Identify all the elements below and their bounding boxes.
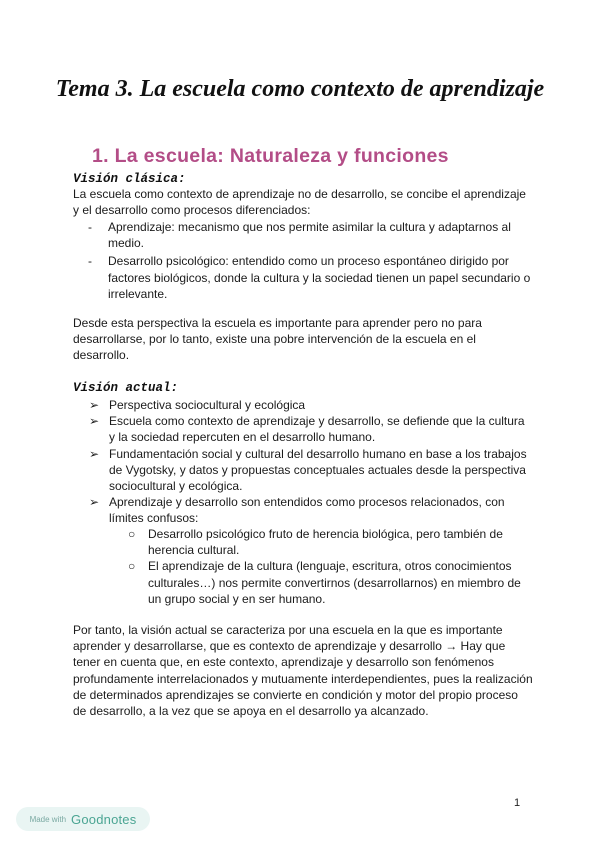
list-item-text: Fundamentación social y cultural del desarrollo humano en base a los trabajos de Vygotsky, y datos y propuestas conceptuales actuales desde la perspectiva sociocultural y ecológica. [109, 446, 527, 494]
dash-bullet-icon: - [88, 220, 92, 234]
list-item [89, 494, 529, 526]
page-number: 1 [514, 797, 521, 809]
vision-clasica-conclusion: Desde esta perspectiva la escuela es importante para aprender pero no para desarrollarse, por lo tanto, existe una pobre intervención de la escuela en el desarrollo. [73, 316, 482, 363]
list-item-text: El aprendizaje de la cultura (lenguaje, escritura, otros conocimientos culturales…) nos permite convertirnos (desarrollarnos) en miembro de un grupo social y en ser humano. [148, 559, 521, 606]
circle-bullet-icon: ○ [128, 527, 136, 541]
goodnotes-watermark [16, 807, 150, 831]
vision-actual-sublist [128, 526, 528, 607]
list-item [88, 253, 538, 302]
list-item-text: Desarrollo psicológico: entendido como un proceso espontáneo dirigido por factores biológicos, donde la cultura y la sociedad tienen un papel secundario o irrelevante. [108, 254, 531, 301]
watermark-prefix: Made with [29, 814, 67, 824]
list-item-text: Aprendizaje: mecanismo que nos permite asimilar la cultura y adaptarnos al medio. [108, 220, 511, 251]
list-item [128, 526, 528, 558]
section-title: 1. La escuela: Naturaleza y funciones [92, 145, 449, 167]
vision-clasica-intro: La escuela como contexto de aprendizaje no de desarrollo, se concibe el aprendizaje y el desarrollo como procesos diferenciados: [73, 187, 526, 218]
arrow-bullet-icon: ➢ [89, 446, 100, 461]
list-item [88, 219, 538, 251]
dash-bullet-icon: - [88, 254, 92, 269]
list-item-text: Perspectiva sociocultural y ecológica [109, 398, 306, 412]
vision-actual-heading: Visión actual: [73, 381, 179, 395]
watermark-brand: Goodnotes [71, 811, 137, 827]
list-item [89, 413, 529, 445]
list-item-text: Escuela como contexto de aprendizaje y desarrollo, se defiende que la cultura y la sociedad repercuten en el desarrollo humano. [109, 414, 525, 445]
arrow-bullet-icon: ➢ [89, 414, 100, 429]
vision-actual-list [89, 397, 529, 527]
arrow-bullet-icon: ➢ [89, 495, 100, 510]
vision-clasica-list [88, 219, 538, 302]
list-item-text: Aprendizaje y desarrollo son entendidos como procesos relacionados, con límites confusos: [109, 495, 505, 526]
document-title: Tema 3. La escuela como contexto de aprendizaje [55, 76, 545, 102]
list-item [128, 558, 528, 607]
arrow-bullet-icon: ➢ [89, 398, 100, 412]
list-item [89, 446, 529, 495]
vision-clasica-heading: Visión clásica: [73, 172, 186, 186]
circle-bullet-icon: ○ [128, 559, 136, 574]
vision-actual-conclusion: Por tanto, la visión actual se caracteriza por una escuela en la que es importante aprender y desarrollarse, que es contexto de aprendizaje y desarrollo → Hay que tener en cuenta que, en este contexto, aprendizaje y desarrollo son fenómenos profundamente interrelacionados y mutuamente interdependientes, pues la realización de determinados aprendizajes se convierte en condición y motor del propio proceso de desarrollo, a la vez que se apoya en el desarrollo ya alcanzado. [73, 623, 533, 719]
list-item-text: Desarrollo psicológico fruto de herencia biológica, pero también de herencia cultural. [148, 527, 503, 558]
list-item [89, 397, 529, 413]
